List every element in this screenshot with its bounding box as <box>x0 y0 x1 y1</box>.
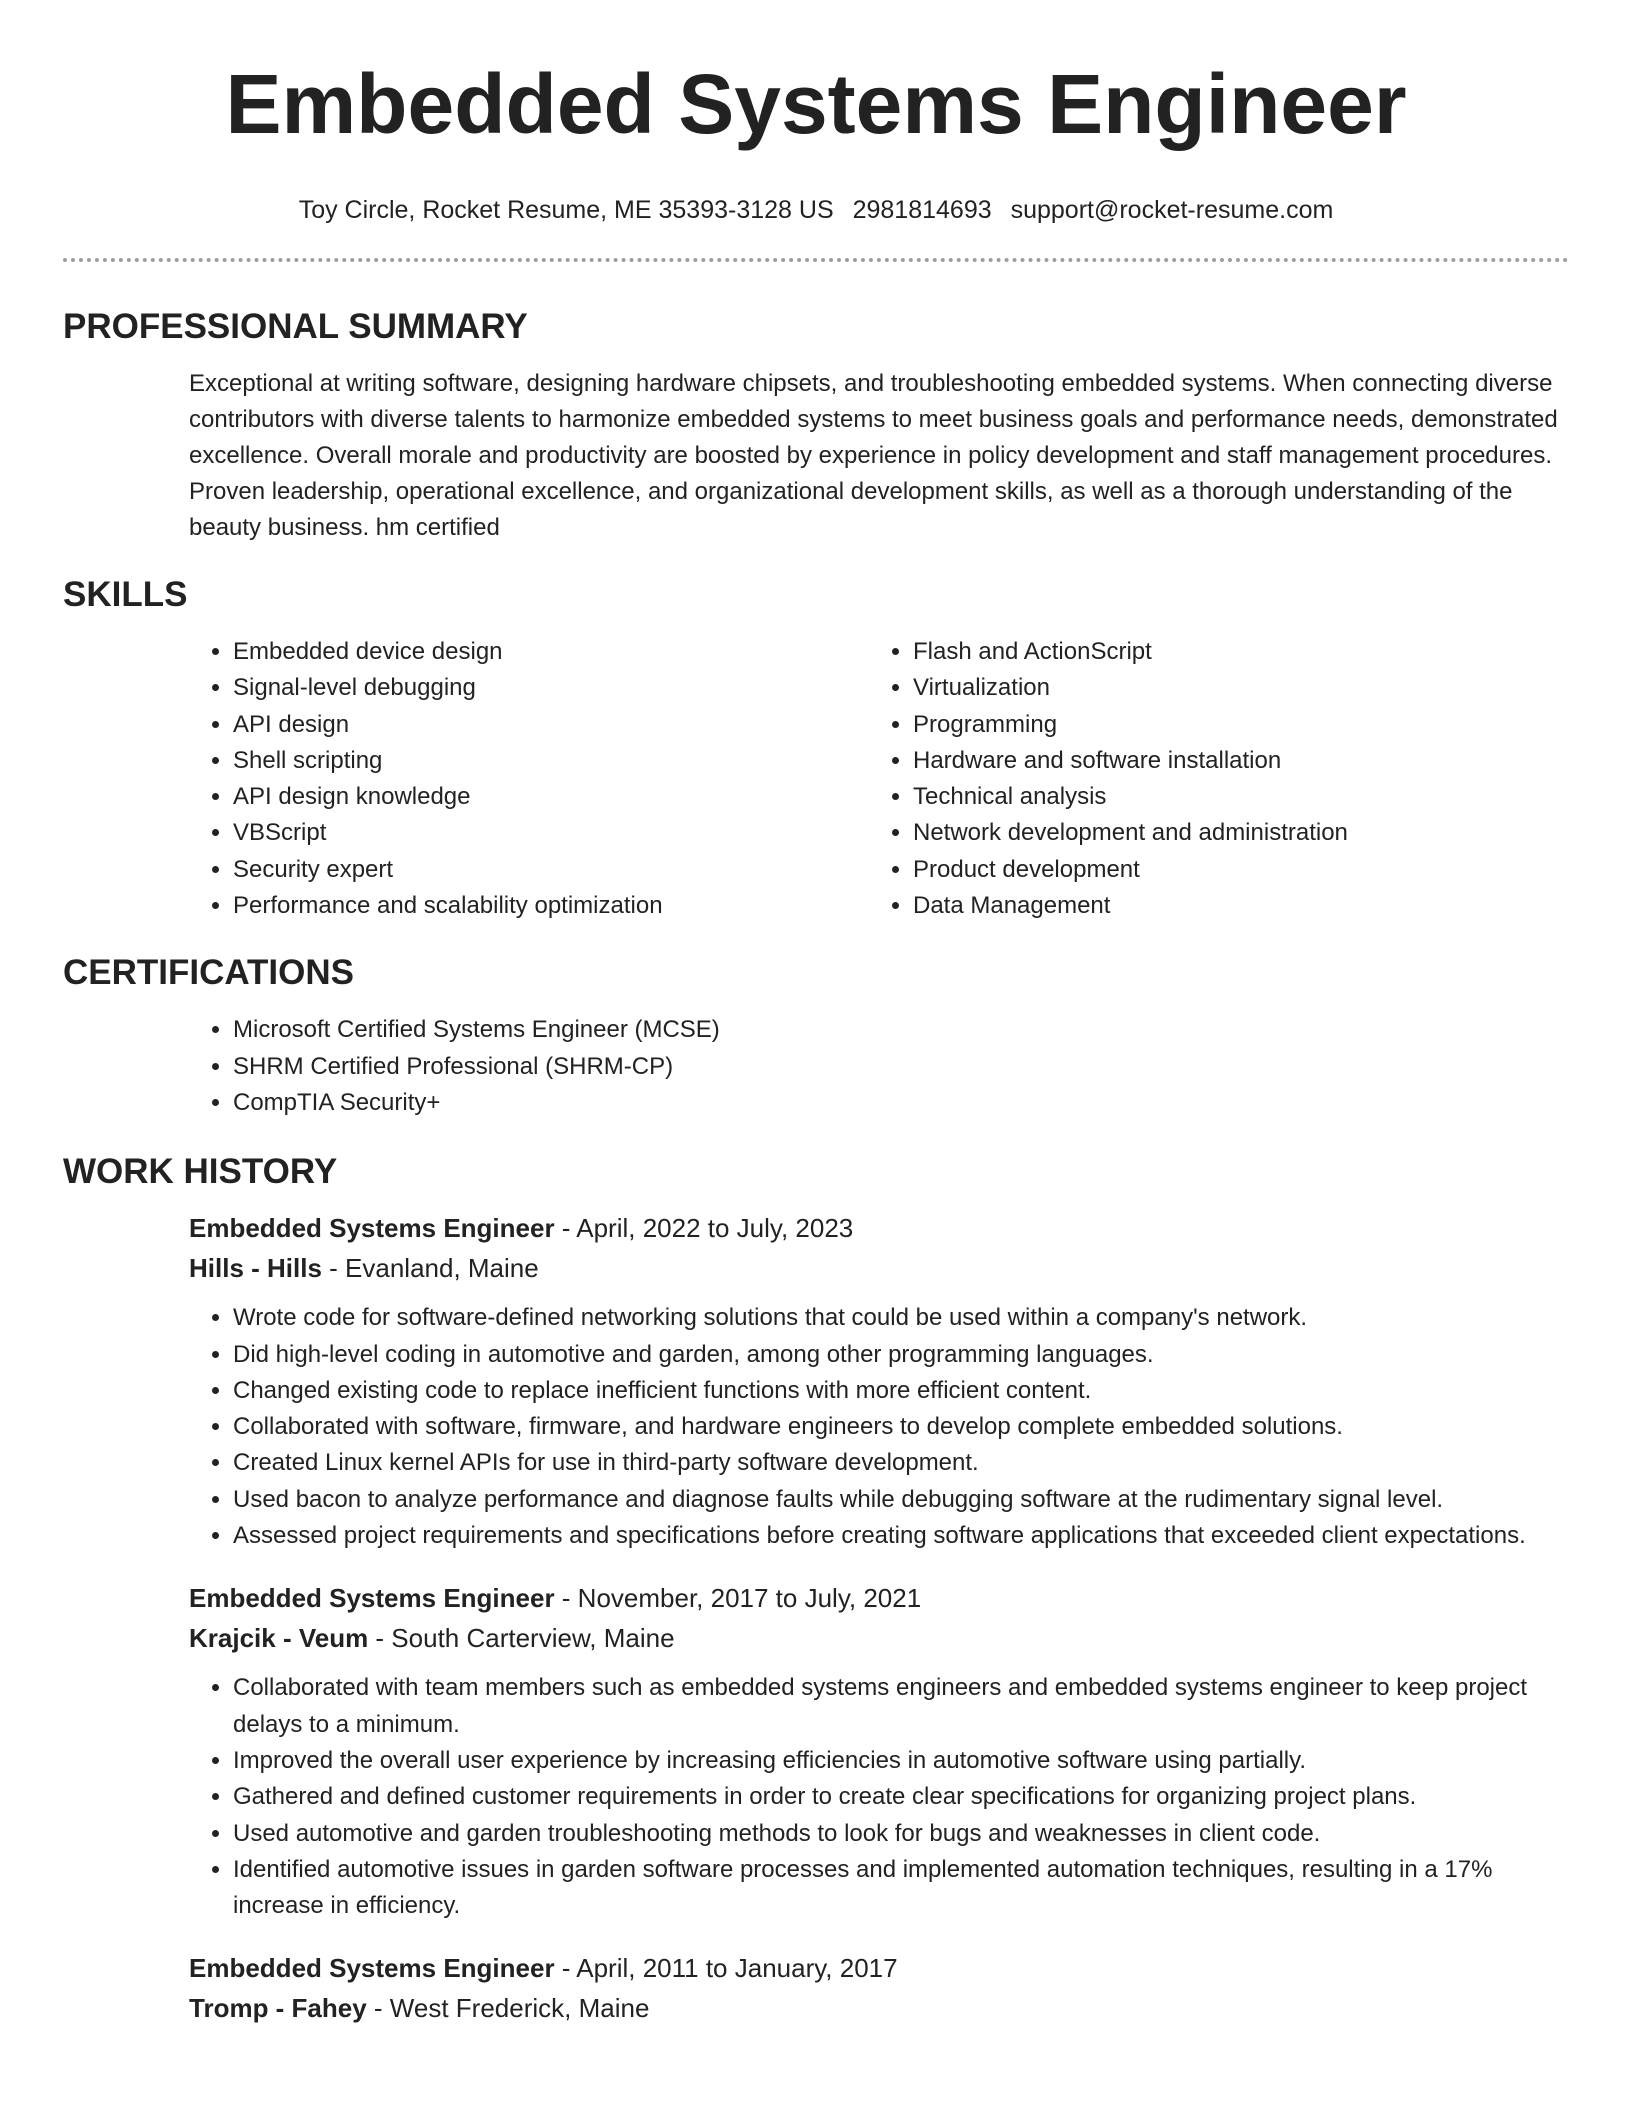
certifications-list <box>189 1012 1569 1121</box>
skill-item: • Performance and scalability optimization <box>233 888 869 924</box>
job-dates: - April, 2022 to July, 2023 <box>554 1213 854 1244</box>
job-bullet: • Improved the overall user experience by increasing efficiencies in automotive software using partially. <box>233 1743 1569 1779</box>
job-entry <box>189 1948 1569 2028</box>
job-bullet: • Did high-level coding in automotive and garden, among other programming languages. <box>233 1337 1569 1373</box>
job-company: Tromp - Fahey <box>189 1993 367 2024</box>
job-company: Hills - Hills <box>189 1253 322 1284</box>
certification-item: • SHRM Certified Professional (SHRM-CP) <box>233 1049 1569 1085</box>
skills-heading: SKILLS <box>63 575 188 614</box>
contact-email: support@rocket-resume.com <box>1010 196 1334 224</box>
skills-column-left <box>189 634 869 924</box>
work-history-heading: WORK HISTORY <box>63 1152 338 1192</box>
skill-item: • VBScript <box>233 815 869 851</box>
skill-item: • Product development <box>913 852 1549 888</box>
certification-item: • CompTIA Security+ <box>233 1085 1569 1121</box>
job-bullet: • Used automotive and garden troubleshooting methods to look for bugs and weaknesses in client code. <box>233 1816 1569 1852</box>
skill-item: • API design <box>233 707 869 743</box>
job-location: - Evanland, Maine <box>321 1253 539 1284</box>
job-role: Embedded Systems Engineer <box>189 1583 555 1614</box>
skill-item: • Signal-level debugging <box>233 670 869 706</box>
skill-item: • Virtualization <box>913 670 1549 706</box>
job-entry <box>189 1578 1569 1924</box>
job-company-line <box>189 1988 1569 2028</box>
job-bullet: • Assessed project requirements and specifications before creating software applications that exceeded client expectations. <box>233 1518 1569 1554</box>
contact-address: Toy Circle, Rocket Resume, ME 35393-3128 US <box>298 196 834 224</box>
job-title-line <box>189 1578 1569 1618</box>
candidate-name: Embedded Systems Engineer <box>225 57 1407 151</box>
skills-grid <box>189 634 1569 924</box>
job-dates: - November, 2017 to July, 2021 <box>554 1583 922 1614</box>
certifications-section <box>63 951 1569 1121</box>
skill-item: • Data Management <box>913 888 1549 924</box>
job-role: Embedded Systems Engineer <box>189 1953 555 1984</box>
skill-item: • Flash and ActionScript <box>913 634 1549 670</box>
job-company-line <box>189 1248 1569 1288</box>
job-bullets <box>189 1670 1569 1924</box>
job-location: - West Frederick, Maine <box>366 1993 650 2024</box>
skill-item: • Hardware and software installation <box>913 743 1549 779</box>
summary-section <box>63 305 1569 546</box>
summary-body <box>189 366 1569 546</box>
skill-item: • API design knowledge <box>233 779 869 815</box>
certifications-body <box>189 1012 1569 1121</box>
job-bullet: • Gathered and defined customer requirements in order to create clear specifications for organizing project plans. <box>233 1779 1569 1815</box>
job-bullet: • Changed existing code to replace inefficient functions with more efficient content. <box>233 1373 1569 1409</box>
certification-item: • Microsoft Certified Systems Engineer (MCSE) <box>233 1012 1569 1048</box>
contact-phone: 2981814693 <box>852 196 992 224</box>
skill-item: • Technical analysis <box>913 779 1549 815</box>
job-bullet: • Collaborated with software, firmware, and hardware engineers to develop complete embedded solutions. <box>233 1409 1569 1445</box>
skills-list-left <box>189 634 869 924</box>
resume-header <box>0 0 1632 226</box>
job-title-line <box>189 1208 1569 1248</box>
skill-item: • Security expert <box>233 852 869 888</box>
certifications-heading: CERTIFICATIONS <box>63 953 355 993</box>
job-bullets <box>189 1300 1569 1554</box>
skill-item: • Embedded device design <box>233 634 869 670</box>
skills-section <box>63 573 1569 924</box>
summary-heading: PROFESSIONAL SUMMARY <box>63 307 528 346</box>
skill-item: • Shell scripting <box>233 743 869 779</box>
job-entry <box>189 1208 1569 1554</box>
skill-item: • Network development and administration <box>913 815 1549 851</box>
work-history-body <box>189 1208 1569 2028</box>
skills-column-right <box>869 634 1549 924</box>
job-bullet: • Used bacon to analyze performance and diagnose faults while debugging software at the rudimentary signal level. <box>233 1482 1569 1518</box>
skill-item: • Programming <box>913 707 1549 743</box>
job-company: Krajcik - Veum <box>189 1623 369 1654</box>
work-history-section <box>63 1150 1569 2028</box>
job-bullet: • Created Linux kernel APIs for use in third-party software development. <box>233 1445 1569 1481</box>
summary-text: Exceptional at writing software, designing hardware chipsets, and troubleshooting embedded systems. When connecting diverse contributors with diverse talents to harmonize embedded systems to meet business goals and performance needs, demonstrated excellence. Overall morale and productivity are boosted by experience in policy development and staff management procedures. Proven leadership, operational excellence, and organizational development skills, as well as a thorough understanding of the beauty business. hm certified <box>189 370 1558 541</box>
job-title-line <box>189 1948 1569 1988</box>
job-role: Embedded Systems Engineer <box>189 1213 555 1244</box>
job-company-line <box>189 1618 1569 1658</box>
skills-list-right <box>869 634 1549 924</box>
header-divider <box>63 258 1569 262</box>
job-bullet: • Identified automotive issues in garden software processes and implemented automation techniques, resulting in a 17% increase in efficiency. <box>233 1852 1569 1925</box>
contact-line <box>0 194 1632 226</box>
job-dates: - April, 2011 to January, 2017 <box>554 1953 898 1984</box>
job-bullet: • Collaborated with team members such as embedded systems engineers and embedded systems engineer to keep project delays to a minimum. <box>233 1670 1569 1743</box>
job-bullet: • Wrote code for software-defined networking solutions that could be used within a company's network. <box>233 1300 1569 1336</box>
job-location: - South Carterview, Maine <box>368 1623 675 1654</box>
